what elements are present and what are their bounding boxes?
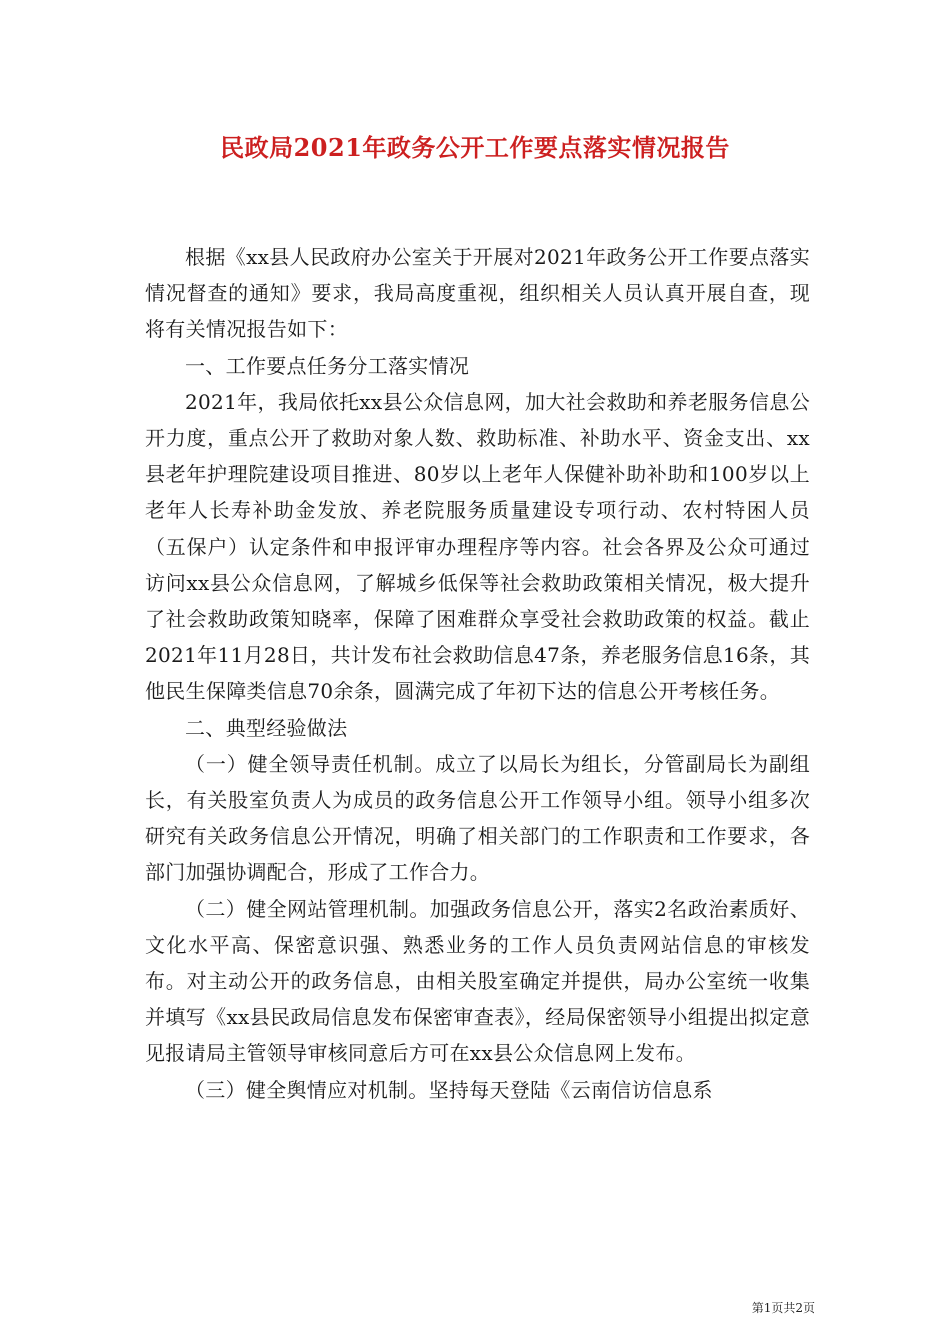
paragraph-section-1: 2021年，我局依托xx县公众信息网，加大社会救助和养老服务信息公开力度，重点公开了救助对象人数、救助标准、补助水平、资金支出、xx县老年护理院建设项目推进、80岁以上老年人保健补助补助和100岁以上老年人长寿补助金发放、养老院服务质量建设专项行动、农村特困人员（五保户）认定条件和申报评审办理程序等内容。社会各界及公众可通过访问xx县公众信息网，了解城乡低保等社会救助政策相关情况，极大提升了社会救助政策知晓率，保障了困难群众享受社会救助政策的权益。截止2021年11月28日，共计发布社会救助信息47条，养老服务信息16条，其他民生保障类信息70余条，圆满完成了年初下达的信息公开考核任务。 (145, 389, 810, 704)
document-body (145, 239, 810, 1108)
section-heading-2: 二、典型经验做法 (185, 715, 348, 740)
section-heading-1: 一、工作要点任务分工落实情况 (185, 353, 470, 378)
page-number: 第1页共2页 (751, 1301, 815, 1315)
paragraph-item-2: （二）健全网站管理机制。加强政务信息公开，落实2名政治素质好、文化水平高、保密意识强、熟悉业务的工作人员负责网站信息的审核发布。对主动公开的政务信息，由相关股室确定并提供，局办公室统一收集并填写《xx县民政局信息发布保密审查表》，经局保密领导小组提出拟定意见报请局主管领导审核同意后方可在xx县公众信息网上发布。 (145, 896, 810, 1066)
paragraph-item-1: （一）健全领导责任机制。成立了以局长为组长，分管副局长为副组长，有关股室负责人为成员的政务信息公开工作领导小组。领导小组多次研究有关政务信息公开情况，明确了相关部门的工作职责和工作要求，各部门加强协调配合，形成了工作合力。 (145, 751, 810, 885)
paragraph-intro: 根据《xx县人民政府办公室关于开展对2021年政务公开工作要点落实情况督查的通知》要求，我局高度重视，组织相关人员认真开展自查，现将有关情况报告如下： (145, 245, 810, 342)
document-title: 民政局2021年政务公开工作要点落实情况报告 (220, 133, 730, 162)
paragraph-item-3: （三）健全舆情应对机制。坚持每天登陆《云南信访信息系 (185, 1077, 713, 1102)
